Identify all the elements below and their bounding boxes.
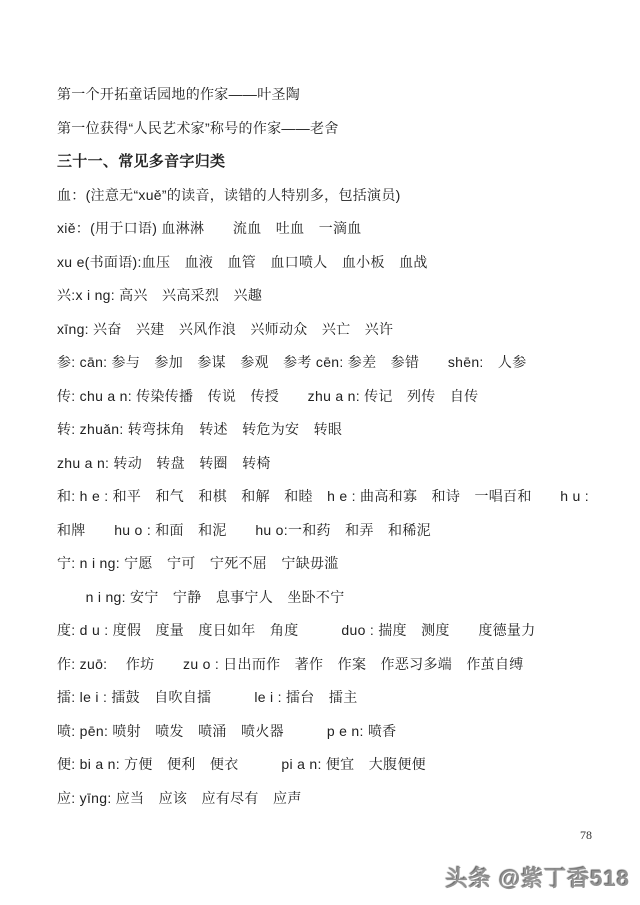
text-line: 作: zuō: 作坊 zu o : 日出而作 著作 作案 作恶习多端 作茧自缚 <box>57 655 524 672</box>
text-line: 应: yīng: 应当 应该 应有尽有 应声 <box>57 789 302 806</box>
text-line: 宁: n i ng: 宁愿 宁可 宁死不屈 宁缺毋滥 <box>57 555 339 571</box>
section-heading: 三十一、常见多音字归类 <box>57 153 226 170</box>
text-line: 第一位获得“人民艺术家”称号的作家——老舍 <box>57 119 339 136</box>
text-line: zhu a n: 转动 转盘 转圈 转椅 <box>57 454 271 471</box>
text-line: xu e(书面语):血压 血液 血管 血口喷人 血小板 血战 <box>57 253 428 270</box>
text-line: 和: h e : 和平 和气 和棋 和解 和睦 h e : 曲高和寡 和诗 一唱百和 h u : <box>57 488 589 504</box>
lines <box>57 78 602 815</box>
watermark: 头条 @紫丁香518 <box>445 866 630 891</box>
text-line: 和牌 hu o : 和面 和泥 hu o:一和药 和弄 和稀泥 <box>57 521 431 538</box>
text-line: xiě：(用于口语) 血淋淋 流血 吐血 一滴血 <box>57 220 362 236</box>
text-line: 血：(注意无“xuě”的读音，读错的人特别多，包括演员) <box>57 186 401 203</box>
text-line: 转: zhuǎn: 转弯抹角 转述 转危为安 转眼 <box>57 421 343 437</box>
text-line: xīng: 兴奋 兴建 兴风作浪 兴师动众 兴亡 兴许 <box>57 320 394 337</box>
text-line: 擂: le i : 擂鼓 自吹自擂 le i : 擂台 擂主 <box>57 689 358 705</box>
text-line: 第一个开拓童话园地的作家——叶圣陶 <box>57 86 301 102</box>
page-number: 78 <box>580 828 592 842</box>
text-line: 传: chu a n: 传染传播 传说 传授 zhu a n: 传记 列传 自传 <box>57 387 479 404</box>
text-line: 度: d u : 度假 度量 度日如年 角度 duo : 揣度 测度 度德量力 <box>57 622 536 638</box>
text-line: 便: bi a n: 方便 便利 便衣 pi a n: 便宜 大腹便便 <box>57 756 426 772</box>
text-line: 喷: pēn: 喷射 喷发 喷涌 喷火器 p e n: 喷香 <box>57 722 397 739</box>
text-line: n i ng: 安宁 宁静 息事宁人 坐卧不宁 <box>57 588 345 605</box>
text-line: 兴:x i ng: 高兴 兴高采烈 兴趣 <box>57 287 263 303</box>
text-line: 参: cān: 参与 参加 参谋 参观 参考 cēn: 参差 参错 shēn: 人参 <box>57 354 527 370</box>
